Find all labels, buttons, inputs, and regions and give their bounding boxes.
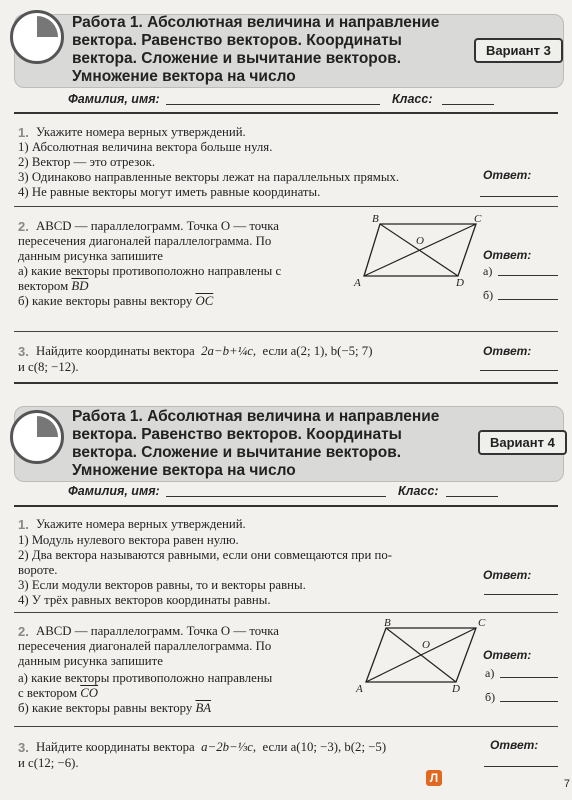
answer-field[interactable]: [484, 594, 558, 595]
class-label: Класс:: [392, 92, 433, 106]
problem-text: данным рисунка запишите: [18, 249, 163, 263]
answer-b-field[interactable]: [498, 299, 558, 300]
point-label: A: [354, 277, 361, 289]
question-number: 1.: [18, 125, 29, 140]
statement: 3) Если модули векторов равны, то и векторы равны.: [18, 578, 306, 592]
class-field[interactable]: [442, 104, 494, 105]
point-label: D: [452, 683, 460, 695]
problem-text: и c(8; −12).: [18, 360, 79, 374]
vector-expression: 2a−b+¼c,: [201, 344, 257, 358]
variant-4-section: [0, 398, 572, 800]
point-label: O: [416, 235, 424, 247]
vector-name: $\overline{OC}$: [195, 294, 214, 308]
variant-3-section: [0, 0, 572, 395]
fio-field[interactable]: [166, 104, 380, 105]
subquestion-b: б) какие векторы равны вектору $\overline{BA}$: [18, 701, 212, 715]
answer-a-field[interactable]: [500, 677, 558, 678]
point-label: B: [384, 617, 391, 629]
statement: 1) Модуль нулевого вектора равен нулю.: [18, 533, 239, 547]
statement: вороте.: [18, 563, 58, 577]
problem-text: ABCD — параллелограмм. Точка O — точка: [36, 219, 279, 233]
work-title: Работа 1. Абсолютная величина и направление вектора. Равенство векторов. Координаты вектора. Сложение и вычитание векторов. Умножение вектора на число: [72, 14, 440, 85]
vector-name: $\overline{BA}$: [195, 701, 212, 715]
answer-a-label: а): [485, 666, 495, 680]
variant-badge: Вариант 3: [474, 38, 563, 63]
question-prompt: Укажите номера верных утверждений.: [36, 517, 246, 531]
clock-icon: [10, 10, 64, 64]
parallelogram-diagram: [350, 212, 493, 292]
subquestion-a: а) какие векторы противоположно направлены с: [18, 264, 282, 278]
answer-field[interactable]: [484, 766, 558, 767]
statement: 2) Вектор — это отрезок.: [18, 155, 156, 169]
point-label: D: [456, 277, 464, 289]
answer-b-field[interactable]: [500, 701, 558, 702]
fio-field[interactable]: [166, 496, 386, 497]
problem-text: данным рисунка запишите: [18, 654, 163, 668]
point-label: A: [356, 683, 363, 695]
point-label: B: [372, 213, 379, 225]
vector-expression: a−2b−⅓c,: [201, 740, 257, 754]
divider: [14, 726, 558, 727]
question-prompt: Укажите номера верных утверждений.: [36, 125, 246, 139]
answer-label: Ответ:: [483, 248, 532, 262]
question-number: 2.: [18, 219, 29, 234]
divider: [14, 382, 558, 384]
problem-text: ABCD — параллелограмм. Точка O — точка: [36, 624, 279, 638]
answer-b-label: б): [483, 288, 494, 302]
answer-label: Ответ:: [490, 738, 539, 752]
divider: [14, 206, 558, 207]
statement: 3) Одинаково направленные векторы лежат на параллельных прямых.: [18, 170, 400, 184]
variant-badge: Вариант 4: [478, 430, 567, 455]
divider: [14, 505, 558, 507]
answer-field[interactable]: [480, 196, 558, 197]
question-number: 1.: [18, 517, 29, 532]
question-number: 2.: [18, 624, 29, 639]
divider: [14, 112, 558, 114]
answer-a-field[interactable]: [498, 275, 558, 276]
point-label: O: [422, 639, 430, 651]
answer-a-label: а): [483, 264, 493, 278]
statement: 4) Не равные векторы могут иметь равные координаты.: [18, 185, 321, 199]
subquestion-a: а) какие векторы противоположно направлены: [18, 671, 273, 685]
answer-b-label: б): [485, 690, 496, 704]
point-label: C: [478, 617, 486, 629]
point-label: C: [474, 213, 482, 225]
class-field[interactable]: [446, 496, 498, 497]
work-title: Работа 1. Абсолютная величина и направление вектора. Равенство векторов. Координаты вектора. Сложение и вычитание векторов. Умножение вектора на число: [72, 408, 440, 479]
clock-icon: [10, 410, 64, 464]
statement: 2) Два вектора называются равными, если они совмещаются при по-: [18, 548, 393, 562]
fio-label: Фамилия, имя:: [68, 92, 160, 106]
question-number: 3.: [18, 740, 29, 755]
statement: 1) Абсолютная величина вектора больше нуля.: [18, 140, 273, 154]
vector-name: $\overline{BD}$: [71, 279, 89, 293]
problem-text: Найдите координаты вектора a−2b−⅓c, если a(10; −3), b(2; −5): [36, 740, 387, 754]
statement: 4) У трёх равных векторов координаты равны.: [18, 593, 271, 607]
divider: [14, 331, 558, 332]
answer-label: Ответ:: [483, 168, 532, 182]
subquestion-a-line2: вектором $\overline{BD}$: [18, 279, 89, 293]
divider: [14, 612, 558, 613]
problem-text: пересечения диагоналей параллелограмма. По: [18, 639, 272, 653]
problem-text: и c(12; −6).: [18, 756, 79, 770]
subquestion-a-line2: с вектором $\overline{CO}$: [18, 686, 99, 700]
vector-name: $\overline{CO}$: [80, 686, 99, 700]
answer-label: Ответ:: [483, 344, 532, 358]
question-number: 3.: [18, 344, 29, 359]
publisher-logo: Л: [426, 770, 442, 786]
page-number: 7: [563, 778, 570, 790]
answer-field[interactable]: [480, 370, 558, 371]
problem-text: пересечения диагоналей параллелограмма. По: [18, 234, 272, 248]
problem-text: Найдите координаты вектора 2a−b+¼c, если a(2; 1), b(−5; 7): [36, 344, 373, 358]
subquestion-b: б) какие векторы равны вектору $\overline{OC}$: [18, 294, 214, 308]
parallelogram-diagram: [352, 616, 495, 696]
class-label: Класс:: [398, 484, 439, 498]
fio-label: Фамилия, имя:: [68, 484, 160, 498]
answer-label: Ответ:: [483, 568, 532, 582]
answer-label: Ответ:: [483, 648, 532, 662]
